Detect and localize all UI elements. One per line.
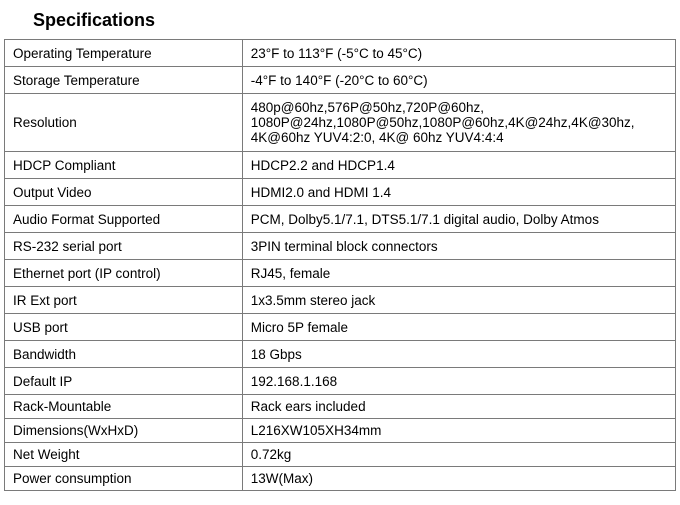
table-row — [5, 260, 676, 287]
spec-value: 18 Gbps — [242, 341, 675, 368]
table-row — [5, 206, 676, 233]
spec-label: HDCP Compliant — [5, 152, 243, 179]
spec-label: IR Ext port — [5, 287, 243, 314]
spec-value: 0.72kg — [242, 443, 675, 467]
table-row — [5, 341, 676, 368]
table-row — [5, 314, 676, 341]
spec-value: 23°F to 113°F (-5°C to 45°C) — [242, 40, 675, 67]
spec-value: HDMI2.0 and HDMI 1.4 — [242, 179, 675, 206]
page-title: Specifications — [33, 10, 156, 30]
spec-label: Operating Temperature — [5, 40, 243, 67]
spec-label: Rack-Mountable — [5, 395, 243, 419]
spec-label: Net Weight — [5, 443, 243, 467]
table-row — [5, 94, 676, 152]
spec-label: Resolution — [5, 94, 243, 152]
spec-value: PCM, Dolby5.1/7.1, DTS5.1/7.1 digital audio, Dolby Atmos — [242, 206, 675, 233]
spec-value: 192.168.1.168 — [242, 368, 675, 395]
table-row — [5, 395, 676, 419]
spec-value: Rack ears included — [242, 395, 675, 419]
spec-value: 13W(Max) — [242, 467, 675, 491]
spec-label: Power consumption — [5, 467, 243, 491]
spec-label: Audio Format Supported — [5, 206, 243, 233]
table-row — [5, 40, 676, 67]
table-row — [5, 443, 676, 467]
spec-label: USB port — [5, 314, 243, 341]
spec-label: Ethernet port (IP control) — [5, 260, 243, 287]
table-row — [5, 233, 676, 260]
table-row — [5, 419, 676, 443]
table-row — [5, 467, 676, 491]
table-row — [5, 152, 676, 179]
table-row — [5, 287, 676, 314]
spec-value: Micro 5P female — [242, 314, 675, 341]
spec-table — [4, 39, 676, 491]
spec-label: Bandwidth — [5, 341, 243, 368]
table-row — [5, 179, 676, 206]
spec-value: 1x3.5mm stereo jack — [242, 287, 675, 314]
spec-label: Dimensions(WxHxD) — [5, 419, 243, 443]
table-row — [5, 67, 676, 94]
spec-label: Storage Temperature — [5, 67, 243, 94]
spec-label: Output Video — [5, 179, 243, 206]
spec-value: L216XW105XH34mm — [242, 419, 675, 443]
spec-value: -4°F to 140°F (-20°C to 60°C) — [242, 67, 675, 94]
spec-value: 3PIN terminal block connectors — [242, 233, 675, 260]
table-row — [5, 368, 676, 395]
spec-table-body — [5, 40, 676, 491]
spec-value: RJ45, female — [242, 260, 675, 287]
spec-label: Default IP — [5, 368, 243, 395]
spec-value: HDCP2.2 and HDCP1.4 — [242, 152, 675, 179]
spec-value: 480p@60hz,576P@50hz,720P@60hz, 1080P@24hz,1080P@50hz,1080P@60hz,4K@24hz,4K@30hz, 4K@60hz YUV4:2:0, 4K@ 60hz YUV4:4:4 — [242, 94, 675, 152]
spec-label: RS-232 serial port — [5, 233, 243, 260]
